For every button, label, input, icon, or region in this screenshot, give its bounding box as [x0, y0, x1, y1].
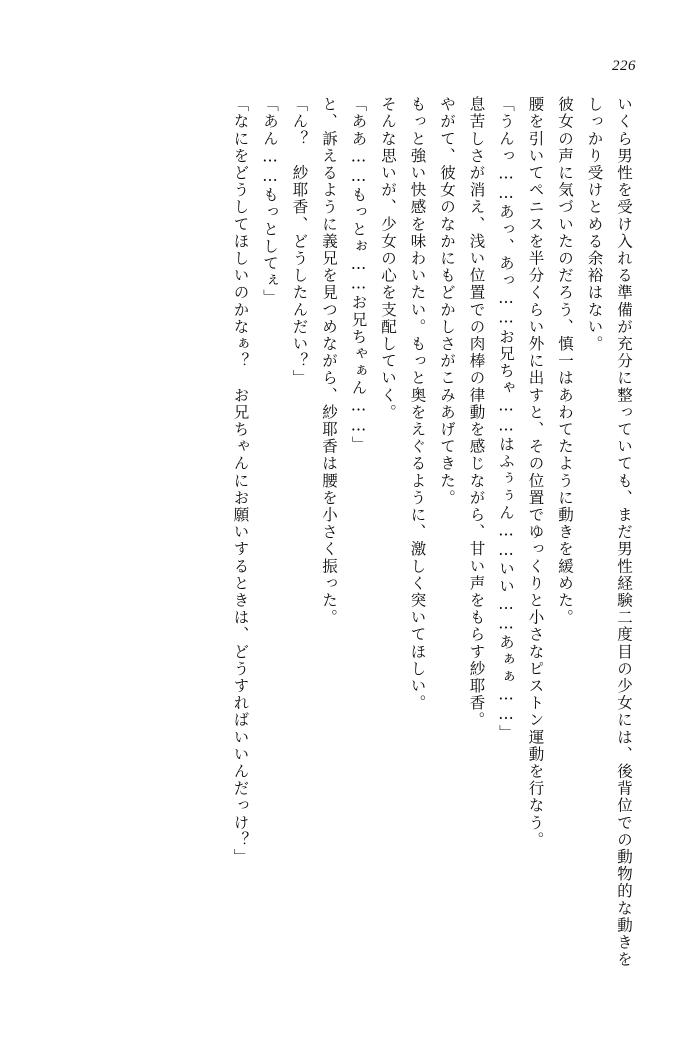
- paragraph: 腰を引いてペニスを半分くらい外に出すと、その位置でゆっくりと小さなピストン運動を行なう。: [526, 96, 545, 849]
- paragraph: 「なにをどうしてほしいのかなぁ？ お兄ちゃんにお願いするときは、どうすればいいんだっけ？」: [231, 96, 250, 866]
- paragraph: と、訴えるように義兄を見つめながら、紗耶香は腰を小さく振った。: [320, 96, 338, 627]
- paragraph: 「ああ……もっとぉ……お兄ちゃぁん……」: [349, 96, 368, 453]
- paragraph: 「あん……もっとしてぇ」: [261, 96, 279, 307]
- paragraph: やがて、彼女のなかにもどかしさがこみあげてきた。: [438, 96, 456, 507]
- page-number: 226: [612, 58, 636, 74]
- paragraph: そんな思いが、少女の心を支配していく。: [379, 96, 397, 421]
- paragraph: 息苦しさが消え、浅い位置での肉棒の律動を感じながら、甘い声をもらす紗耶香。: [467, 96, 486, 729]
- paragraph: 「ん？ 紗耶香、どうしたんだい？」: [290, 96, 309, 387]
- paragraph: 「うんっ……あっ、あっ……お兄ちゃ……はふぅぅん……いい……あぁぁ……」: [497, 96, 515, 742]
- paragraph: もっと強い快感を味わいたい。もっと奥をえぐるように、激しく突いてほしい。: [408, 96, 427, 712]
- paragraph: いくら男性を受け入れる準備が充分に整っていても、まだ男性経験二度目の少女には、後背位での動物的な動きをしっかり受けとめる余裕はない。: [585, 96, 633, 969]
- page-text-body: [78, 96, 638, 976]
- paragraph: 彼女の声に気づいたのだろう、慎一はあわてたように動きを緩めた。: [556, 96, 574, 627]
